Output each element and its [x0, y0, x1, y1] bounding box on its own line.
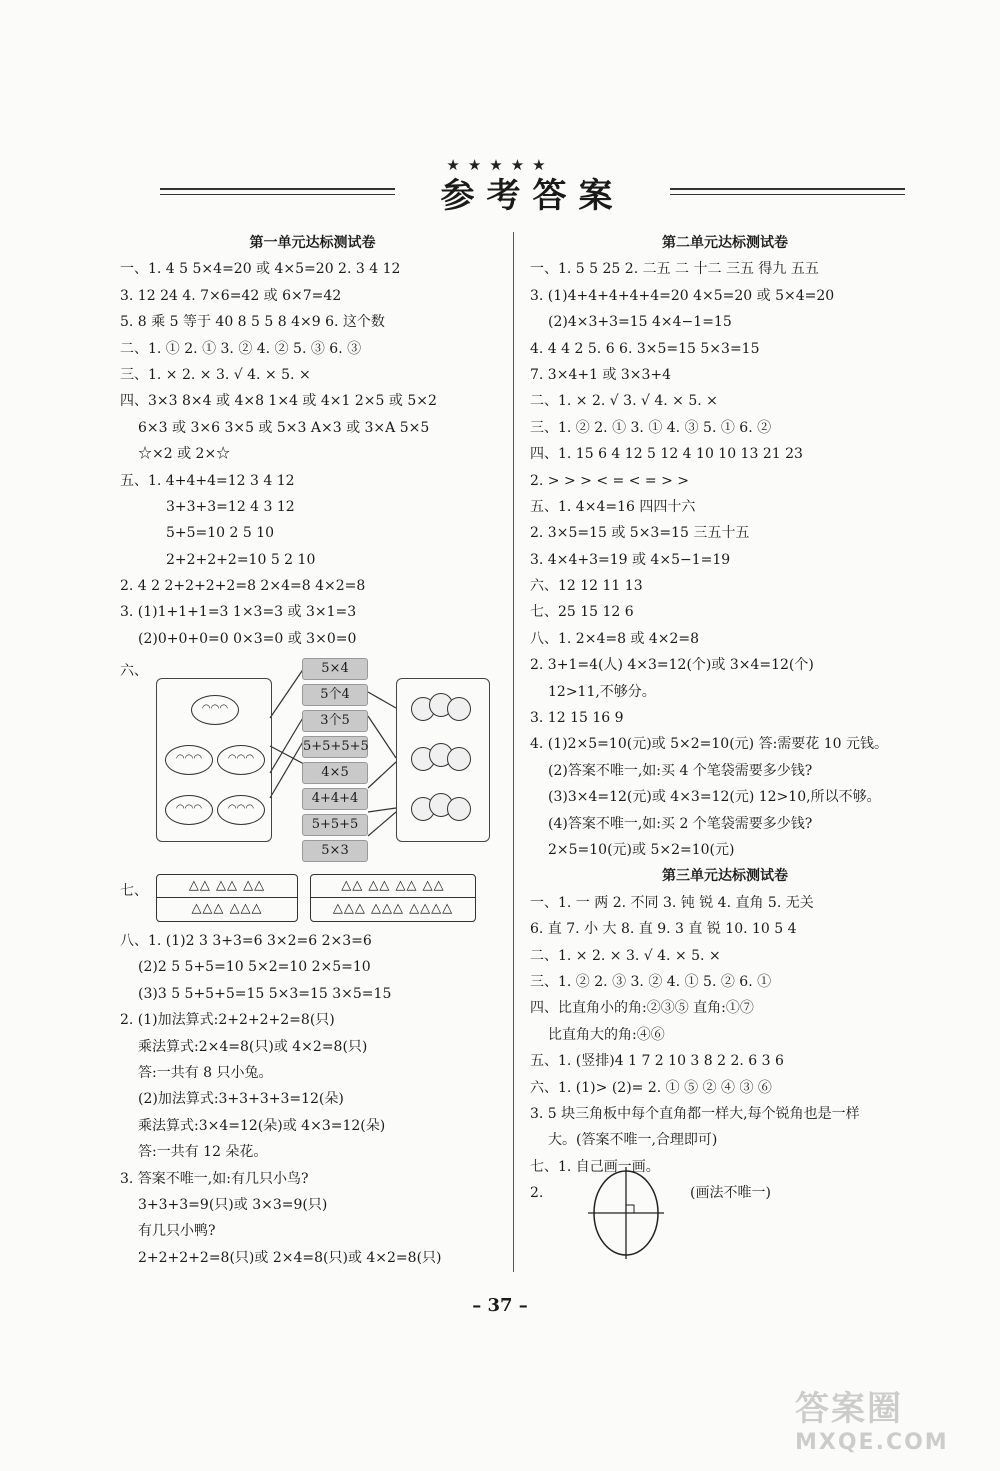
answer-line: 答:一共有 12 朵花。	[138, 1144, 268, 1161]
answer-line: 3+3+3=12 4 3 12	[166, 498, 295, 515]
answer-line: 大。(答案不唯一,合理即可)	[548, 1132, 718, 1149]
watermark-text: 答案圈	[795, 1389, 903, 1429]
column-divider	[513, 232, 514, 1272]
answer-line: 2+2+2+2=10 5 2 10	[166, 551, 316, 568]
triangle-figure	[120, 870, 505, 926]
answer-line: (4)答案不唯一,如:买 2 个笔袋需要多少钱?	[548, 815, 813, 832]
answer-line: 4. (1)2×5=10(元)或 5×2=10(元) 答:需要花 10 元钱。	[530, 736, 888, 753]
ellipse-right-angle-icon	[588, 1165, 798, 1260]
answer-line: (2)4×3+3=15 4×4−1=15	[548, 314, 732, 331]
answer-line: 七、25 15 12 6	[530, 604, 634, 621]
question-7-label: 七、	[120, 883, 148, 899]
answer-line: 三、1. ② 2. ① 3. ① 4. ③ 5. ① 6. ②	[530, 419, 772, 436]
answer-line: 3. (1)4+4+4+4+4=20 4×5=20 或 5×4=20	[530, 287, 835, 304]
expression-card: 5×4	[302, 658, 368, 680]
answer-line: 五、1. 4+4+4=12 3 4 12	[120, 472, 295, 489]
answer-line: 乘法算式:2×4=8(只)或 4×2=8(只)	[138, 1038, 368, 1055]
answer-line: 乘法算式:3×4=12(朵)或 4×3=12(朵)	[138, 1117, 386, 1134]
answer-line: 2. 3+1=4(人) 4×3=12(个)或 3×4=12(个)	[530, 657, 814, 674]
page-number: – 37 –	[472, 1295, 528, 1316]
bread-basket-icon: ◠◠◠	[217, 795, 265, 825]
answer-number: 2.	[530, 1185, 544, 1202]
left-column-lower	[120, 928, 505, 1271]
section-heading-unit2: 第二单元达标测试卷	[662, 235, 788, 251]
answer-line: 四、1. 15 6 4 12 5 12 4 10 10 13 21 23	[530, 446, 803, 463]
page-title: 参考答案	[440, 176, 625, 216]
watermark-logo	[795, 1381, 965, 1455]
fruit-group-icon	[411, 739, 471, 773]
expression-cards	[302, 658, 368, 866]
answer-line: (2)0+0+0=0 0×3=0 或 3×0=0	[138, 630, 357, 647]
answer-line: 2. 3×5=15 或 5×3=15 三五十五	[530, 525, 750, 542]
answer-line: 5+5=10 2 5 10	[166, 525, 275, 542]
answer-line: 3. 4×4+3=19 或 4×5−1=19	[530, 551, 731, 568]
answer-line: 3. 12 24 4. 7×6=42 或 6×7=42	[120, 287, 342, 304]
answer-line: 七、1. 自己画一画。	[530, 1158, 660, 1175]
bread-basket-icon: ◠◠◠	[165, 745, 213, 775]
triangle-row: △△ △△ △△	[157, 875, 297, 898]
fruit-group-icon	[411, 789, 471, 823]
answer-line: 三、1. ② 2. ③ 3. ② 4. ① 5. ② 6. ①	[530, 973, 772, 990]
answer-line: 一、1. 5 5 25 2. 二五 二 十二 三五 得九 五五	[530, 261, 819, 278]
expression-card: 4×5	[302, 762, 368, 784]
answer-line: 五、1. (竖排)4 1 7 2 10 3 8 2 2. 6 3 6	[530, 1053, 784, 1070]
drawing-note: (画法不唯一)	[690, 1185, 771, 1202]
answer-line: 一、1. 一 两 2. 不同 3. 钝 锐 4. 直角 5. 无关	[530, 894, 814, 911]
title-stars: ★★★★★	[446, 156, 554, 174]
answer-line: 比直角大的角:④⑥	[548, 1026, 665, 1043]
answer-line: 八、1. 2×4=8 或 4×2=8	[530, 630, 700, 647]
right-angle-drawing	[588, 1165, 798, 1260]
expression-card: 5个4	[302, 684, 368, 706]
answer-line: (2)加法算式:3+3+3+3=12(朵)	[138, 1091, 344, 1108]
answer-line: 3. 12 15 16 9	[530, 710, 624, 727]
triangle-box-a	[156, 874, 298, 922]
answer-line: 5. 8 乘 5 等于 40 8 5 5 8 4×9 6. 这个数	[120, 314, 385, 331]
answer-line: 2×5=10(元)或 5×2=10(元)	[548, 841, 735, 858]
answer-line: 五、1. 4×4=16 四四十六	[530, 498, 696, 515]
answer-line: 3+3+3=9(只)或 3×3=9(只)	[138, 1196, 328, 1213]
answer-line: (3)3×4=12(元)或 4×3=12(元) 12>10,所以不够。	[548, 789, 881, 806]
answer-line: 6×3 或 3×6 3×5 或 5×3 A×3 或 3×A 5×5	[138, 419, 430, 436]
answer-line: 四、比直角小的角:②③⑤ 直角:①⑦	[530, 1000, 754, 1017]
answer-line: 3. (1)1+1+1=3 1×3=3 或 3×1=3	[120, 604, 357, 621]
bread-basket-icon: ◠◠◠	[165, 795, 213, 825]
expression-card: 5+5+5+5	[302, 736, 368, 758]
answer-line: 6. 直 7. 小 大 8. 直 9. 3 直 锐 10. 10 5 4	[530, 921, 797, 938]
answer-line: 2+2+2+2=8(只)或 2×4=8(只)或 4×2=8(只)	[138, 1249, 442, 1266]
expression-card: 5+5+5	[302, 814, 368, 836]
title-rule-right	[670, 188, 905, 190]
expression-card: 4+4+4	[302, 788, 368, 810]
basket-box	[156, 678, 272, 842]
answer-line: 二、1. × 2. √ 3. √ 4. × 5. ×	[530, 393, 718, 410]
answer-line: 八、1. (1)2 3 3+3=6 3×2=6 2×3=6	[120, 933, 372, 949]
fruit-group-icon	[411, 689, 471, 723]
answer-line: 四、3×3 8×4 或 4×8 1×4 或 4×1 2×5 或 5×2	[120, 393, 437, 410]
answer-line: 二、1. × 2. × 3. √ 4. × 5. ×	[530, 947, 721, 964]
answer-line: 答:一共有 8 只小兔。	[138, 1064, 273, 1081]
answer-line: 12>11,不够分。	[548, 683, 656, 700]
bread-basket-icon: ◠◠◠	[191, 695, 239, 725]
answer-line: 3. 5 块三角板中每个直角都一样大,每个锐角也是一样	[530, 1105, 860, 1122]
triangle-box-b	[310, 874, 476, 922]
answer-line: 2. (1)加法算式:2+2+2+2=8(只)	[120, 1012, 335, 1029]
section-heading-unit3: 第三单元达标测试卷	[662, 868, 788, 885]
bread-basket-icon: ◠◠◠	[217, 745, 265, 775]
answer-line: 2. > > > < = < = > >	[530, 472, 689, 489]
answer-line: 六、1. (1)> (2)= 2. ① ⑤ ② ④ ③ ⑥	[530, 1079, 772, 1096]
answer-line: 3. 答案不唯一,如:有几只小鸟?	[120, 1170, 309, 1187]
answer-line: 六、12 12 11 13	[530, 578, 643, 595]
right-column	[530, 230, 920, 1206]
answer-line: (3)3 5 5+5+5=15 5×3=15 3×5=15	[138, 985, 392, 1002]
expression-card: 5×3	[302, 840, 368, 862]
triangle-row: △△△ △△△	[191, 901, 263, 916]
answer-line: (2)答案不唯一,如:买 4 个笔袋需要多少钱?	[548, 762, 813, 779]
question-6-label: 六、	[120, 663, 148, 679]
fruit-box	[396, 678, 490, 842]
expression-card: 3个5	[302, 710, 368, 732]
answer-line: (2)2 5 5+5=10 5×2=10 2×5=10	[138, 959, 371, 976]
answer-line: 7. 3×4+1 或 3×3+4	[530, 366, 672, 383]
answer-line: ☆×2 或 2×☆	[138, 446, 231, 463]
triangle-row: △△△ △△△ △△△△	[332, 901, 454, 916]
answer-line: 有几只小鸭?	[138, 1223, 216, 1240]
answer-line: 一、1. 4 5 5×4=20 或 4×5=20 2. 3 4 12	[120, 261, 401, 278]
section-heading-unit1: 第一单元达标测试卷	[249, 235, 376, 251]
watermark-url: MXQE.COM	[795, 1430, 949, 1455]
answer-line: 4. 4 4 2 5. 6 6. 3×5=15 5×3=15	[530, 340, 760, 357]
title-row	[160, 168, 905, 214]
answer-line: 二、1. ① 2. ① 3. ② 4. ② 5. ③ 6. ③	[120, 340, 362, 357]
matching-figure	[120, 658, 500, 863]
triangle-row: △△ △△ △△ △△	[311, 875, 475, 898]
answer-line: 三、1. × 2. × 3. √ 4. × 5. ×	[120, 366, 311, 383]
left-column	[120, 230, 505, 652]
answer-line: 2. 4 2 2+2+2+2=8 2×4=8 4×2=8	[120, 578, 366, 595]
